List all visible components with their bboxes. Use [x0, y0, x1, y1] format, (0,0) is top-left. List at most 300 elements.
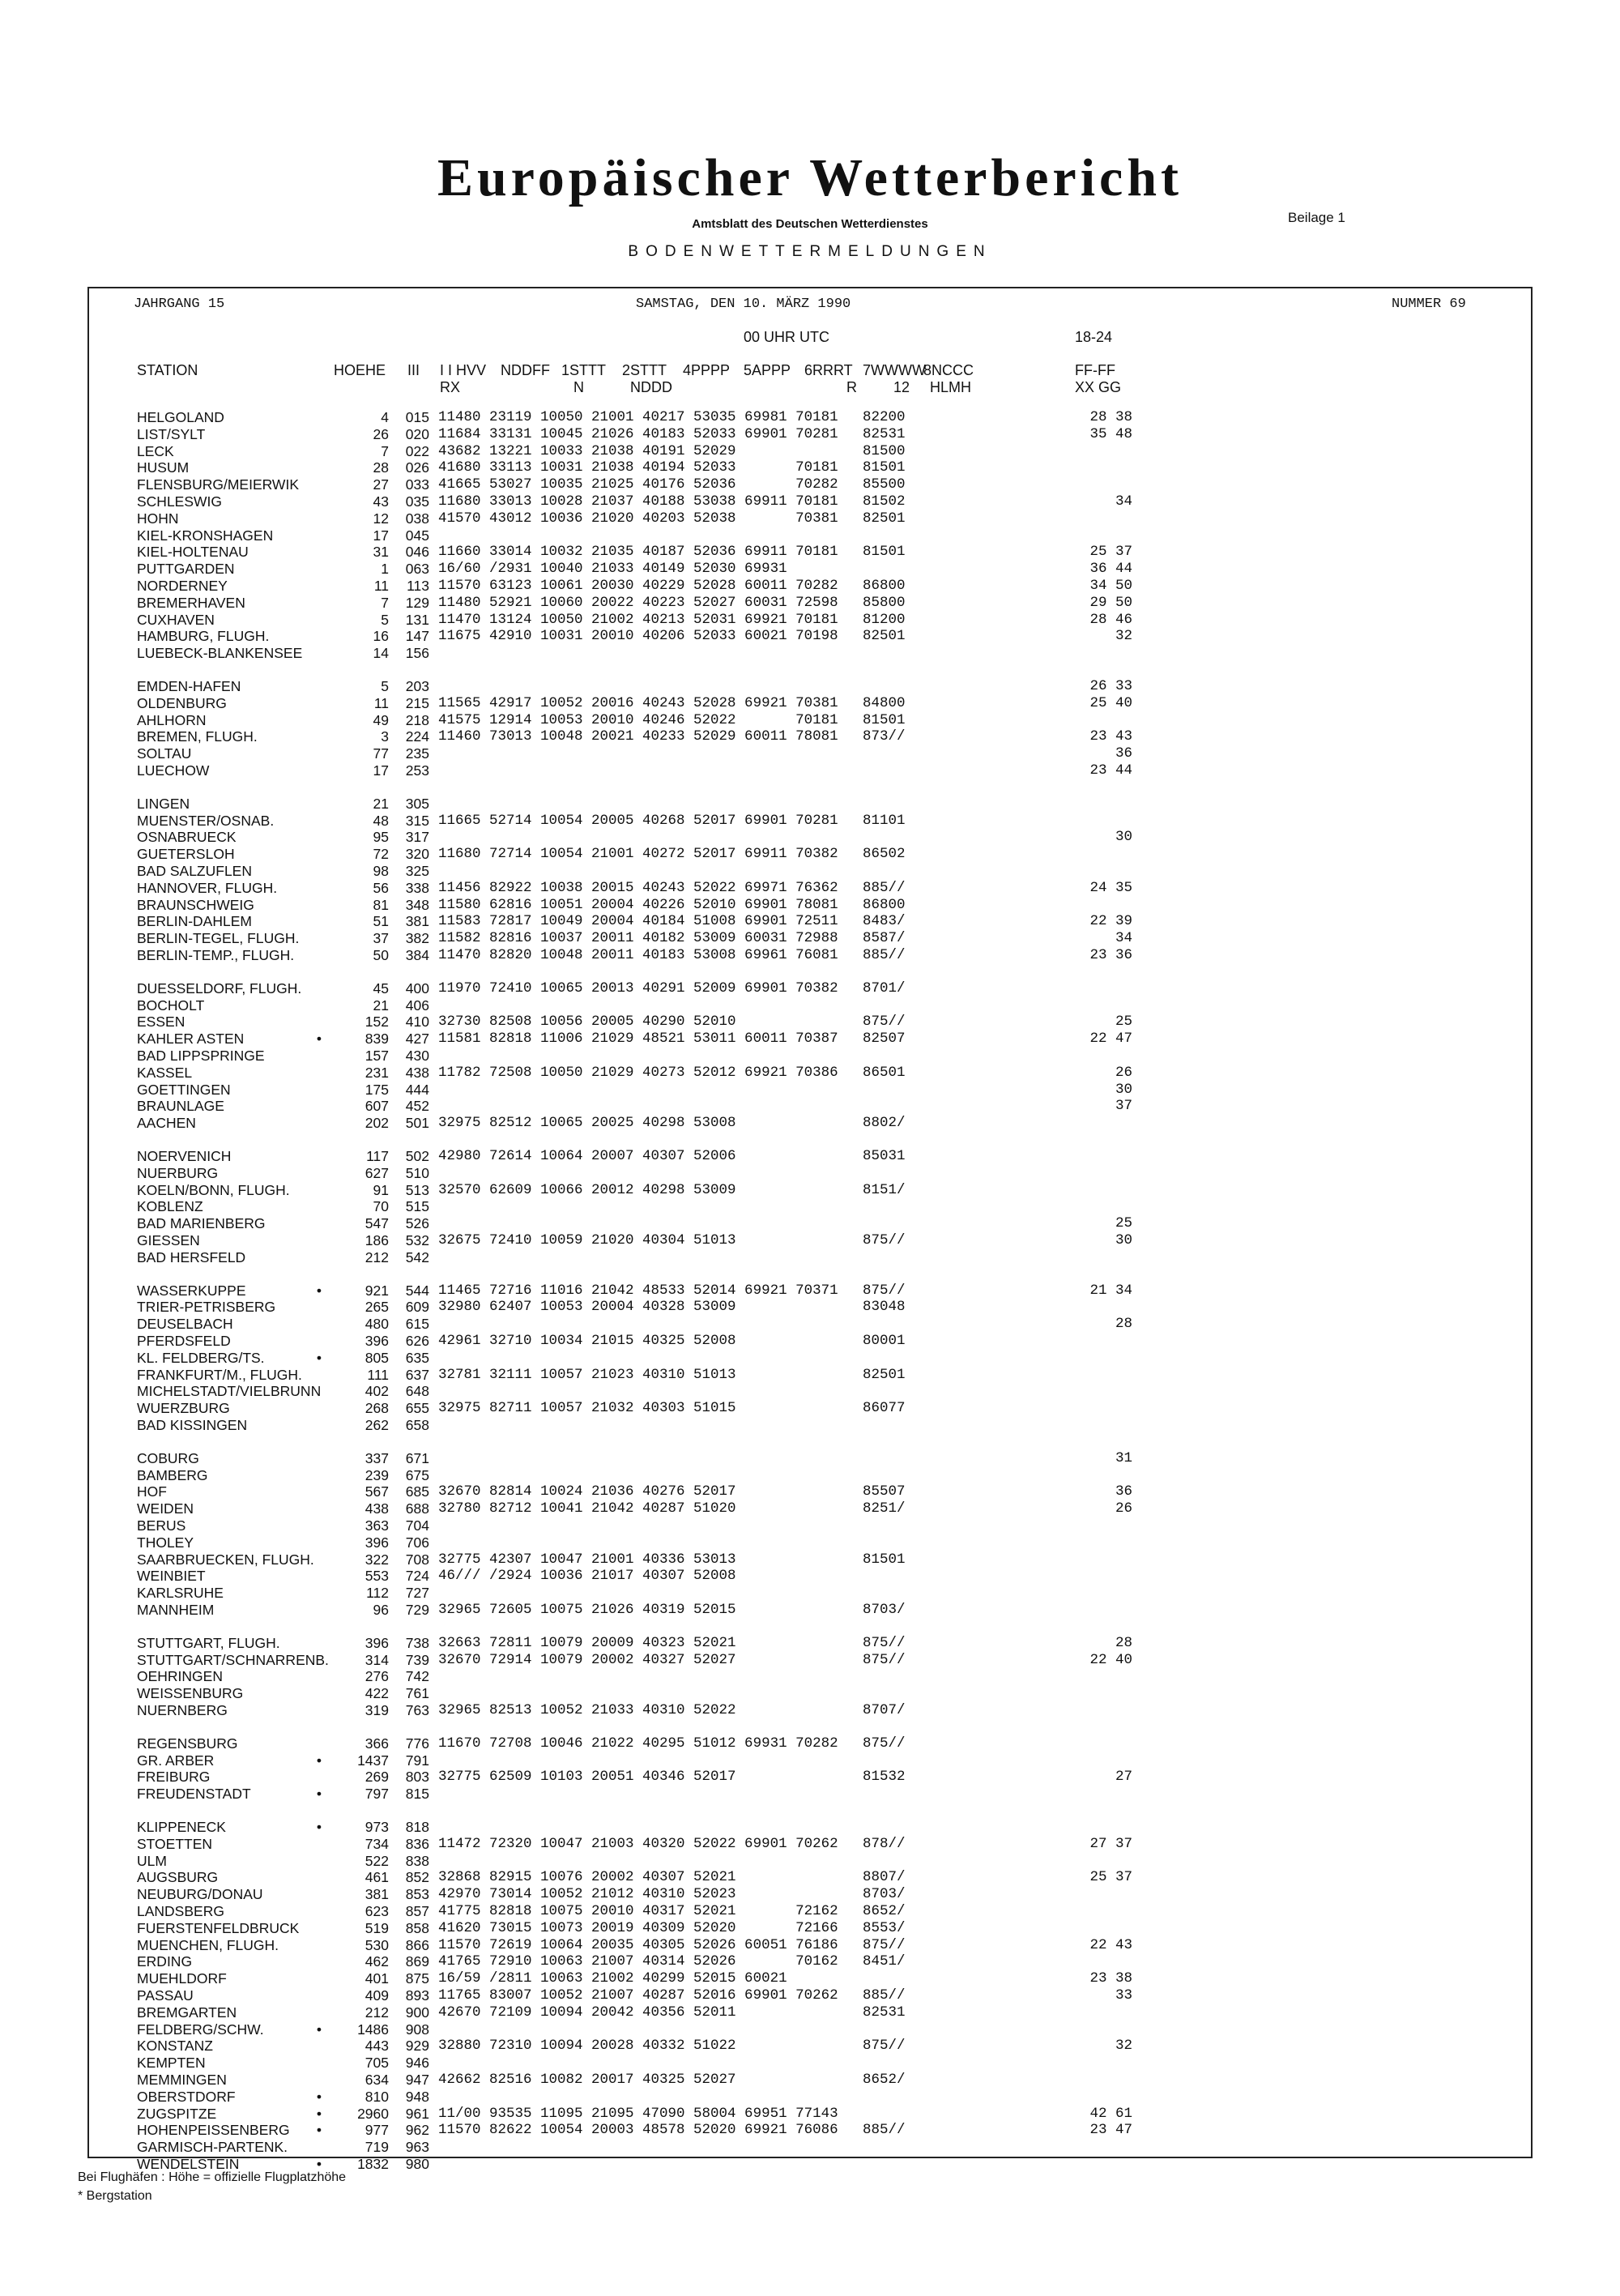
station-iii: 648 [405, 1383, 429, 1400]
station-iii: 045 [405, 527, 429, 544]
station-name: WEISSENBURG [137, 1685, 244, 1702]
station-iii: 708 [405, 1551, 429, 1568]
station-hoehe: 805 [364, 1349, 389, 1366]
station-hoehe: 366 [364, 1735, 389, 1752]
station-hoehe: 396 [364, 1534, 389, 1551]
station-iii: 729 [405, 1602, 429, 1618]
table-row [0, 1953, 1620, 1970]
station-name: FLENSBURG/MEIERWIK [137, 476, 299, 493]
station-code: 8652/ [863, 2072, 906, 2088]
station-hoehe: 70 [373, 1198, 389, 1215]
station-code: 81501 [863, 711, 906, 728]
station-ff: 28 [1115, 1634, 1132, 1651]
station-hoehe: 480 [364, 1316, 389, 1333]
station-hoehe: 839 [364, 1031, 389, 1048]
table-row [0, 1937, 1620, 1953]
table-row [0, 863, 1620, 879]
station-name: BRAUNLAGE [137, 1098, 224, 1115]
table-row [0, 2139, 1620, 2155]
station-obs: 32965 82513 10052 21033 40310 52022 [438, 1702, 736, 1718]
station-hoehe: 95 [373, 829, 389, 846]
station-iii: 035 [405, 493, 429, 510]
station-iii: 033 [405, 476, 429, 493]
station-ff: 30 [1115, 1232, 1132, 1248]
station-name: KONSTANZ [137, 2038, 213, 2055]
station-iii: 026 [405, 459, 429, 476]
station-name: BREMGARTEN [137, 2004, 237, 2021]
station-obs: 43682 13221 10033 21038 40191 52029 [438, 442, 736, 459]
station-iii: 655 [405, 1400, 429, 1417]
station-iii: 156 [405, 645, 429, 662]
station-name: FRANKFURT/M., FLUGH. [137, 1366, 302, 1383]
station-obs: 11684 33131 10045 21026 40183 52033 69901 70281 [438, 425, 838, 442]
station-hoehe: 91 [373, 1181, 389, 1198]
table-row [0, 1819, 1620, 1835]
station-name: MUENSTER/OSNAB. [137, 812, 275, 829]
table-row [0, 1115, 1620, 1131]
table-row [0, 1602, 1620, 1618]
table-row [0, 980, 1620, 996]
station-iii: 738 [405, 1634, 429, 1651]
station-hoehe: 212 [364, 2004, 389, 2021]
station-hoehe: 7 [381, 594, 389, 611]
station-name: LUEBECK-BLANKENSEE [137, 645, 303, 662]
station-hoehe: 2960 [357, 2105, 389, 2122]
station-hoehe: 16 [373, 628, 389, 645]
station-hoehe: 21 [373, 795, 389, 812]
table-row [0, 1585, 1620, 1601]
station-code: 8703/ [863, 1602, 906, 1618]
station-obs: 11570 63123 10061 20030 40229 52028 60011 70282 [438, 578, 838, 594]
station-hoehe: 12 [373, 510, 389, 527]
station-iii: 038 [405, 510, 429, 527]
station-obs: 42980 72614 10064 20007 40307 52006 [438, 1148, 736, 1164]
station-hoehe: 443 [364, 2038, 389, 2055]
station-iii: 962 [405, 2122, 429, 2139]
station-iii: 215 [405, 694, 429, 711]
station-name: REGENSBURG [137, 1735, 238, 1752]
table-row [0, 2038, 1620, 2054]
station-name: NORDERNEY [137, 578, 228, 594]
station-hoehe: 50 [373, 947, 389, 963]
station-name: BAD KISSINGEN [137, 1417, 248, 1433]
station-hoehe: 212 [364, 1248, 389, 1265]
station-obs: 11680 72714 10054 21001 40272 52017 69911 70382 [438, 846, 838, 863]
table-row [0, 796, 1620, 812]
station-hoehe: 461 [364, 1869, 389, 1886]
station-ff: 22 43 [1089, 1936, 1132, 1953]
station-iii: 688 [405, 1500, 429, 1517]
station-name: MANNHEIM [137, 1602, 215, 1618]
station-code: 86800 [863, 578, 906, 594]
station-code: 8151/ [863, 1181, 906, 1198]
station-iii: 742 [405, 1668, 429, 1685]
station-hoehe: 157 [364, 1048, 389, 1064]
station-ff: 35 48 [1089, 425, 1132, 442]
station-obs: 11/00 93535 11095 21095 47090 58004 69951 77143 [438, 2105, 838, 2122]
station-code: 80001 [863, 1333, 906, 1349]
station-name: BERLIN-TEMP., FLUGH. [137, 947, 295, 963]
station-hoehe: 17 [373, 527, 389, 544]
station-iii: 815 [405, 1786, 429, 1803]
station-ff: 26 [1115, 1500, 1132, 1517]
station-name: SCHLESWIG [137, 493, 223, 510]
station-ff: 23 47 [1089, 2122, 1132, 2139]
station-ff: 25 37 [1089, 1869, 1132, 1886]
station-hoehe: 719 [364, 2139, 389, 2156]
table-row [0, 695, 1620, 711]
mountain-station-mark: • [316, 1786, 322, 1803]
mountain-station-mark: • [316, 1031, 322, 1048]
station-code: 81500 [863, 442, 906, 459]
table-row [0, 762, 1620, 779]
station-name: OSNABRUECK [137, 829, 237, 846]
mountain-station-mark: • [316, 1752, 322, 1769]
col-sub-xxgg: XX GG [1075, 379, 1122, 395]
station-ff: 34 50 [1089, 578, 1132, 594]
station-iii: 410 [405, 1014, 429, 1031]
station-iii: 858 [405, 1919, 429, 1936]
station-obs: 32675 72410 10059 21020 40304 51013 [438, 1232, 736, 1248]
station-name: KASSEL [137, 1064, 193, 1081]
mountain-station-mark: • [316, 2088, 322, 2105]
station-iii: 502 [405, 1148, 429, 1164]
col-station: STATION [137, 362, 198, 378]
station-iii: 218 [405, 711, 429, 728]
station-ff: 34 [1115, 493, 1132, 510]
table-row [0, 628, 1620, 644]
station-hoehe: 547 [364, 1215, 389, 1232]
station-name: FREUDENSTADT [137, 1786, 251, 1803]
col-sub-hlmh: HLMH [930, 379, 972, 395]
station-code: 82501 [863, 628, 906, 645]
station-iii: 818 [405, 1819, 429, 1835]
table-row [0, 1702, 1620, 1718]
station-obs: 46/// /2924 10036 21017 40307 52008 [438, 1568, 736, 1585]
station-iii: 382 [405, 930, 429, 947]
station-name: MUENCHEN, FLUGH. [137, 1936, 279, 1953]
station-hoehe: 519 [364, 1919, 389, 1936]
col-ffff: FF-FF [1075, 362, 1115, 378]
station-hoehe: 37 [373, 930, 389, 947]
station-code: 8802/ [863, 1115, 906, 1132]
station-iii: 320 [405, 846, 429, 863]
station-name: BERLIN-TEGEL, FLUGH. [137, 930, 300, 947]
station-iii: 338 [405, 879, 429, 896]
table-row [0, 645, 1620, 661]
station-code: 885// [863, 879, 906, 896]
station-iii: 908 [405, 2021, 429, 2038]
station-obs: 42970 73014 10052 21012 40310 52023 [438, 1886, 736, 1903]
station-code: 875// [863, 1651, 906, 1668]
table-row [0, 510, 1620, 527]
station-iii: 253 [405, 762, 429, 779]
station-name: MEMMINGEN [137, 2072, 227, 2088]
station-name: KEMPTEN [137, 2055, 206, 2072]
station-obs: 41665 53027 10035 21025 40176 52036 70282 [438, 476, 838, 493]
table-row [0, 544, 1620, 560]
table-row [0, 1517, 1620, 1534]
station-code: 81101 [863, 812, 906, 829]
table-row [0, 527, 1620, 544]
table-row [0, 1417, 1620, 1433]
station-name: BAD SALZUFLEN [137, 863, 252, 879]
station-name: EMDEN-HAFEN [137, 678, 241, 694]
station-name: LIST/SYLT [137, 425, 206, 442]
station-hoehe: 530 [364, 1936, 389, 1953]
mountain-station-mark: • [316, 2021, 322, 2038]
station-iii: 501 [405, 1115, 429, 1132]
station-name: LUECHOW [137, 762, 210, 779]
table-row [0, 930, 1620, 946]
table-row [0, 1299, 1620, 1315]
table-row [0, 897, 1620, 913]
station-iii: 532 [405, 1232, 429, 1248]
station-hoehe: 31 [373, 544, 389, 561]
station-ff: 28 38 [1089, 409, 1132, 425]
station-obs: 41575 12914 10053 20010 40246 52022 70181 [438, 711, 838, 728]
station-code: 885// [863, 947, 906, 963]
station-hoehe: 21 [373, 996, 389, 1014]
table-row [0, 1568, 1620, 1584]
table-row [0, 997, 1620, 1014]
table-row [0, 1668, 1620, 1684]
station-iii: 444 [405, 1081, 429, 1098]
station-code: 873// [863, 728, 906, 745]
station-ff: 30 [1115, 1081, 1132, 1098]
station-code: 875// [863, 2038, 906, 2055]
station-iii: 348 [405, 896, 429, 913]
station-name: BAD HERSFELD [137, 1248, 246, 1265]
station-name: NEUBURG/DONAU [137, 1886, 263, 1903]
station-iii: 400 [405, 979, 429, 996]
table-row [0, 2055, 1620, 2071]
station-hoehe: 186 [364, 1232, 389, 1248]
station-code: 875// [863, 1282, 906, 1299]
station-iii: 637 [405, 1366, 429, 1383]
station-obs: 32780 82712 10041 21042 40287 51020 [438, 1500, 736, 1517]
station-iii: 513 [405, 1181, 429, 1198]
station-hoehe: 1 [381, 561, 389, 578]
station-iii: 022 [405, 442, 429, 459]
station-name: GOETTINGEN [137, 1081, 231, 1098]
table-row [0, 1970, 1620, 1987]
station-iii: 203 [405, 678, 429, 694]
station-name: AACHEN [137, 1115, 196, 1132]
table-row [0, 712, 1620, 728]
station-name: KL. FELDBERG/TS. [137, 1349, 265, 1366]
mountain-station-mark: • [316, 2105, 322, 2122]
station-code: 82501 [863, 510, 906, 527]
station-code: 8483/ [863, 913, 906, 930]
station-obs: 16/60 /2931 10040 21033 40149 52030 69931 [438, 561, 787, 578]
table-row [0, 846, 1620, 862]
station-name: STOETTEN [137, 1835, 213, 1852]
station-obs: 32670 82814 10024 21036 40276 52017 [438, 1483, 736, 1500]
station-code: 878// [863, 1835, 906, 1852]
station-hoehe: 402 [364, 1383, 389, 1400]
footer-note-airport: Bei Flughäfen : Höhe = offizielle Flugplatzhöhe [78, 2170, 347, 2184]
col-5appp: 5APPP [744, 362, 791, 378]
station-hoehe: 202 [364, 1115, 389, 1132]
station-name: WUERZBURG [137, 1400, 230, 1417]
station-iii: 947 [405, 2072, 429, 2088]
station-name: THOLEY [137, 1534, 194, 1551]
station-hoehe: 7 [381, 442, 389, 459]
table-row [0, 1400, 1620, 1416]
station-obs: 11580 62816 10051 20004 40226 52010 69901 78081 [438, 896, 838, 913]
station-hoehe: 462 [364, 1953, 389, 1970]
table-row [0, 1752, 1620, 1769]
station-ff: 23 43 [1089, 728, 1132, 745]
station-obs: 11660 33014 10032 21035 40187 52036 69911 70181 [438, 544, 838, 561]
table-row [0, 1769, 1620, 1785]
station-name: HOHENPEISSENBERG [137, 2122, 290, 2139]
station-code: 81532 [863, 1769, 906, 1786]
station-code: 85800 [863, 594, 906, 611]
station-obs: 41570 43012 10036 21020 40203 52038 70381 [438, 510, 838, 527]
station-obs: 11665 52714 10054 20005 40268 52017 69901 70281 [438, 812, 838, 829]
station-hoehe: 262 [364, 1417, 389, 1433]
table-row [0, 1232, 1620, 1248]
table-row [0, 1014, 1620, 1030]
station-ff: 29 50 [1089, 594, 1132, 611]
table-row [0, 493, 1620, 510]
station-iii: 384 [405, 947, 429, 963]
station-name: KAHLER ASTEN [137, 1031, 245, 1048]
station-iii: 452 [405, 1098, 429, 1115]
col-sub-n: N [573, 379, 584, 395]
station-ff: 25 37 [1089, 544, 1132, 561]
station-hoehe: 72 [373, 846, 389, 863]
station-hoehe: 314 [364, 1651, 389, 1668]
col-sub-r: R [846, 379, 857, 395]
station-iii: 776 [405, 1735, 429, 1752]
station-iii: 658 [405, 1417, 429, 1433]
station-hoehe: 268 [364, 1400, 389, 1417]
station-name: STUTTGART/SCHNARRENB. [137, 1651, 329, 1668]
station-ff: 22 40 [1089, 1651, 1132, 1668]
mountain-station-mark: • [316, 1819, 322, 1835]
table-row [0, 1367, 1620, 1383]
station-name: COBURG [137, 1449, 199, 1466]
table-row [0, 2122, 1620, 2138]
station-code: 875// [863, 1936, 906, 1953]
station-name: WASSERKUPPE [137, 1282, 246, 1299]
station-name: GIESSEN [137, 1232, 200, 1248]
station-name: KOBLENZ [137, 1198, 203, 1215]
station-hoehe: 26 [373, 425, 389, 442]
station-hoehe: 319 [364, 1702, 389, 1718]
station-obs: 32670 72914 10079 20002 40327 52027 [438, 1651, 736, 1668]
station-obs: 32868 82915 10076 20002 40307 52021 [438, 1869, 736, 1886]
station-name: STUTTGART, FLUGH. [137, 1634, 280, 1651]
station-iii: 063 [405, 561, 429, 578]
station-iii: 046 [405, 544, 429, 561]
station-code: 8451/ [863, 1953, 906, 1970]
station-name: ZUGSPITZE [137, 2105, 217, 2122]
station-iii: 235 [405, 745, 429, 762]
station-iii: 980 [405, 2156, 429, 2172]
station-code: 81501 [863, 1551, 906, 1568]
station-name: HUSUM [137, 459, 190, 476]
footer-note-mountain: * Bergstation [78, 2189, 152, 2203]
table-row [0, 1652, 1620, 1668]
station-code: 875// [863, 1232, 906, 1248]
station-iii: 438 [405, 1064, 429, 1081]
station-hoehe: 522 [364, 1852, 389, 1869]
station-hoehe: 797 [364, 1786, 389, 1803]
station-iii: 615 [405, 1316, 429, 1333]
station-iii: 727 [405, 1585, 429, 1602]
station-ff: 27 [1115, 1769, 1132, 1786]
station-code: 82200 [863, 409, 906, 425]
station-code: 86501 [863, 1064, 906, 1081]
table-row [0, 1165, 1620, 1181]
mountain-station-mark: • [316, 1282, 322, 1299]
station-code: 885// [863, 1987, 906, 2004]
station-obs: 41765 72910 10063 21007 40314 52026 70162 [438, 1953, 838, 1970]
page-subtitle: Amtsblatt des Deutschen Wetterdienstes [692, 217, 928, 231]
station-code: 85507 [863, 1483, 906, 1500]
table-row [0, 745, 1620, 762]
table-row [0, 1450, 1620, 1466]
station-hoehe: 567 [364, 1483, 389, 1500]
station-hoehe: 14 [373, 645, 389, 662]
station-iii: 961 [405, 2105, 429, 2122]
station-name: ESSEN [137, 1014, 185, 1031]
station-name: KIEL-KRONSHAGEN [137, 527, 274, 544]
table-row [0, 1685, 1620, 1701]
station-obs: 42662 82516 10082 20017 40325 52027 [438, 2072, 736, 2088]
station-name: HAMBURG, FLUGH. [137, 628, 270, 645]
station-name: BERLIN-DAHLEM [137, 913, 252, 930]
table-row [0, 1065, 1620, 1081]
table-row [0, 1551, 1620, 1568]
station-iii: 544 [405, 1282, 429, 1299]
station-obs: 11565 42917 10052 20016 40243 52028 69921 70381 [438, 694, 838, 711]
station-name: PASSAU [137, 1987, 194, 2004]
station-code: 85500 [863, 476, 906, 493]
station-iii: 020 [405, 425, 429, 442]
station-hoehe: 276 [364, 1668, 389, 1685]
station-name: ERDING [137, 1953, 193, 1970]
table-row [0, 728, 1620, 745]
station-obs: 11765 83007 10052 21007 40287 52016 69901 70262 [438, 1987, 838, 2004]
station-iii: 626 [405, 1333, 429, 1349]
col-sub-nddd: NDDD [630, 379, 672, 395]
table-row [0, 2106, 1620, 2122]
station-iii: 853 [405, 1886, 429, 1903]
station-hoehe: 396 [364, 1333, 389, 1349]
table-row [0, 1635, 1620, 1651]
col-ihvv: I I HVV [440, 362, 487, 378]
station-iii: 113 [407, 578, 429, 594]
station-hoehe: 231 [364, 1064, 389, 1081]
report-date: SAMSTAG, DEN 10. MÄRZ 1990 [636, 297, 851, 312]
station-name: NUERNBERG [137, 1702, 228, 1718]
jahrgang: JAHRGANG 15 [134, 297, 225, 312]
station-code: 86502 [863, 846, 906, 863]
station-hoehe: 111 [367, 1366, 389, 1383]
station-iii: 875 [405, 1970, 429, 1987]
station-obs: 41620 73015 10073 20019 40309 52020 72166 [438, 1919, 838, 1936]
station-iii: 685 [405, 1483, 429, 1500]
station-obs: 32975 82711 10057 21032 40303 51015 [438, 1400, 736, 1417]
station-name: LECK [137, 442, 174, 459]
station-hoehe: 422 [364, 1685, 389, 1702]
station-obs: 42961 32710 10034 21015 40325 52008 [438, 1333, 736, 1349]
